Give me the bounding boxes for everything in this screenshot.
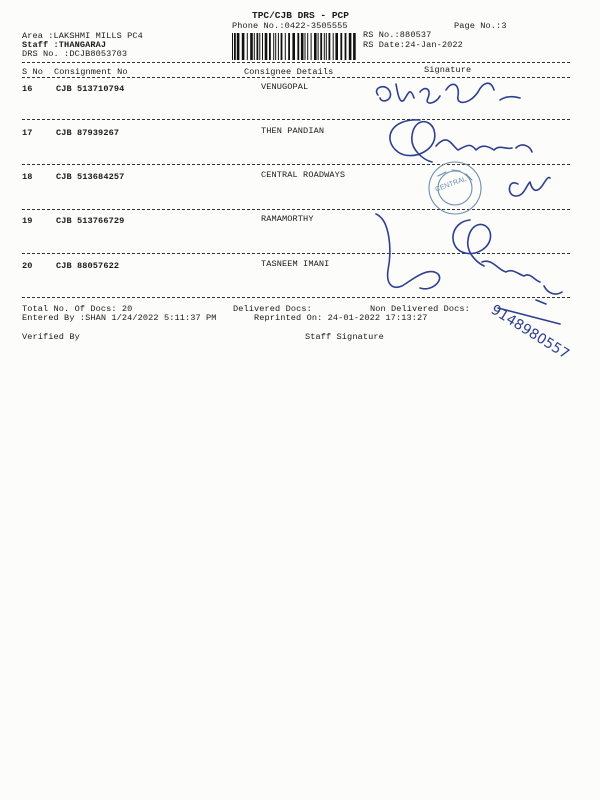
barcode-bar (269, 33, 271, 60)
row-consignee: CENTRAL ROADWAYS (261, 170, 346, 180)
row-consignment: CJB 88057622 (56, 261, 120, 271)
barcode-bar (281, 33, 283, 60)
barcode-bar (311, 33, 312, 60)
barcode-bar (250, 33, 253, 60)
barcode-bar (278, 33, 279, 60)
column-header-consignment: Consignment No (54, 67, 128, 77)
row-sno: 20 (22, 261, 33, 271)
rs-number: RS No.:880537 (363, 30, 432, 40)
barcode-bar (349, 33, 352, 60)
column-header-signature: Signature (424, 65, 472, 75)
row-divider (22, 164, 570, 165)
barcode-bar (285, 33, 286, 60)
barcode-bar (292, 33, 295, 60)
column-header-divider (22, 77, 570, 78)
document-title: TPC/CJB DRS - PCP (252, 10, 349, 21)
barcode-bar (345, 33, 347, 60)
barcode-bar (242, 33, 245, 60)
row-sno: 16 (22, 84, 33, 94)
barcode-bar (333, 33, 334, 60)
barcode-bar (335, 33, 338, 60)
barcode-bar (326, 33, 327, 60)
column-header-consignee: Consignee Details (244, 67, 334, 77)
signature-row-18 (509, 177, 550, 196)
barcode-image (231, 33, 357, 60)
barcode-bar (234, 33, 236, 60)
signature-row-20 (453, 220, 562, 294)
row-consignee: RAMAMORTHY (261, 214, 314, 224)
barcode-bar (353, 33, 356, 60)
barcode-bar (232, 33, 233, 60)
barcode-bar (297, 33, 299, 60)
row-sno: 19 (22, 216, 33, 226)
barcode-bar (265, 33, 268, 60)
row-divider (22, 119, 570, 120)
barcode-bar (262, 33, 263, 60)
row-divider (22, 253, 570, 254)
signature-scribble (376, 214, 440, 289)
entered-by: Entered By :SHAN 1/24/2022 5:11:37 PM (22, 313, 217, 323)
row-divider (22, 209, 570, 210)
handwritten-phone: 9148980557 (487, 301, 572, 363)
signature-row-17 (390, 120, 532, 162)
barcode-bar (247, 33, 248, 60)
total-docs: Total No. Of Docs: 20 (22, 304, 133, 314)
footer-divider (22, 297, 570, 298)
handwritten-signatures (330, 55, 600, 400)
row-sno: 18 (22, 172, 33, 182)
barcode-bar (237, 33, 240, 60)
barcode-bar (275, 33, 276, 60)
barcode-bar (273, 33, 274, 60)
header-divider (22, 62, 570, 63)
stamp-text: CENTRAL (434, 175, 468, 194)
row-consignment: CJB 513766729 (56, 216, 125, 226)
drs-number: DRS No. :DCJB8053703 (22, 49, 128, 59)
staff-signature: Staff Signature (305, 332, 384, 342)
delivered-docs: Delivered Docs: (233, 304, 312, 314)
signature-row-16 (377, 83, 520, 103)
row-consignee: VENUGOPAL (261, 82, 309, 92)
barcode-bar (305, 33, 306, 60)
rs-date: RS Date:24-Jan-2022 (363, 40, 463, 50)
barcode-bar (301, 33, 304, 60)
barcode-bar (340, 33, 342, 60)
barcode-bar (254, 33, 255, 60)
reprinted-on: Reprinted On: 24-01-2022 17:13:27 (254, 313, 428, 323)
barcode-bar (314, 33, 317, 60)
barcode-bar (318, 33, 319, 60)
barcode-bar (259, 33, 260, 60)
central-stamp (429, 162, 481, 214)
page-number: Page No.:3 (454, 21, 507, 31)
barcode-bar (307, 33, 308, 60)
barcode-bar (324, 33, 325, 60)
row-consignee: TASNEEM IMANI (261, 259, 330, 269)
barcode-bar (288, 33, 290, 60)
verified-by: Verified By (22, 332, 80, 342)
area-label: Area :LAKSHMI MILLS PC4 (22, 31, 143, 41)
staff-label: Staff :THANGARAJ (22, 40, 107, 50)
row-consignment: CJB 513684257 (56, 172, 125, 182)
row-consignee: THEN PANDIAN (261, 126, 325, 136)
phone-number: Phone No.:0422-3505555 (232, 21, 348, 31)
row-consignment: CJB 87939267 (56, 128, 120, 138)
row-sno: 17 (22, 128, 33, 138)
barcode-bar (320, 33, 322, 60)
barcode-bar (329, 33, 331, 60)
column-header-sno: S No (22, 67, 44, 77)
phone-underline (498, 300, 560, 324)
barcode-bar (257, 33, 259, 60)
non-delivered-docs: Non Delivered Docs: (370, 304, 470, 314)
row-consignment: CJB 513710794 (56, 84, 125, 94)
